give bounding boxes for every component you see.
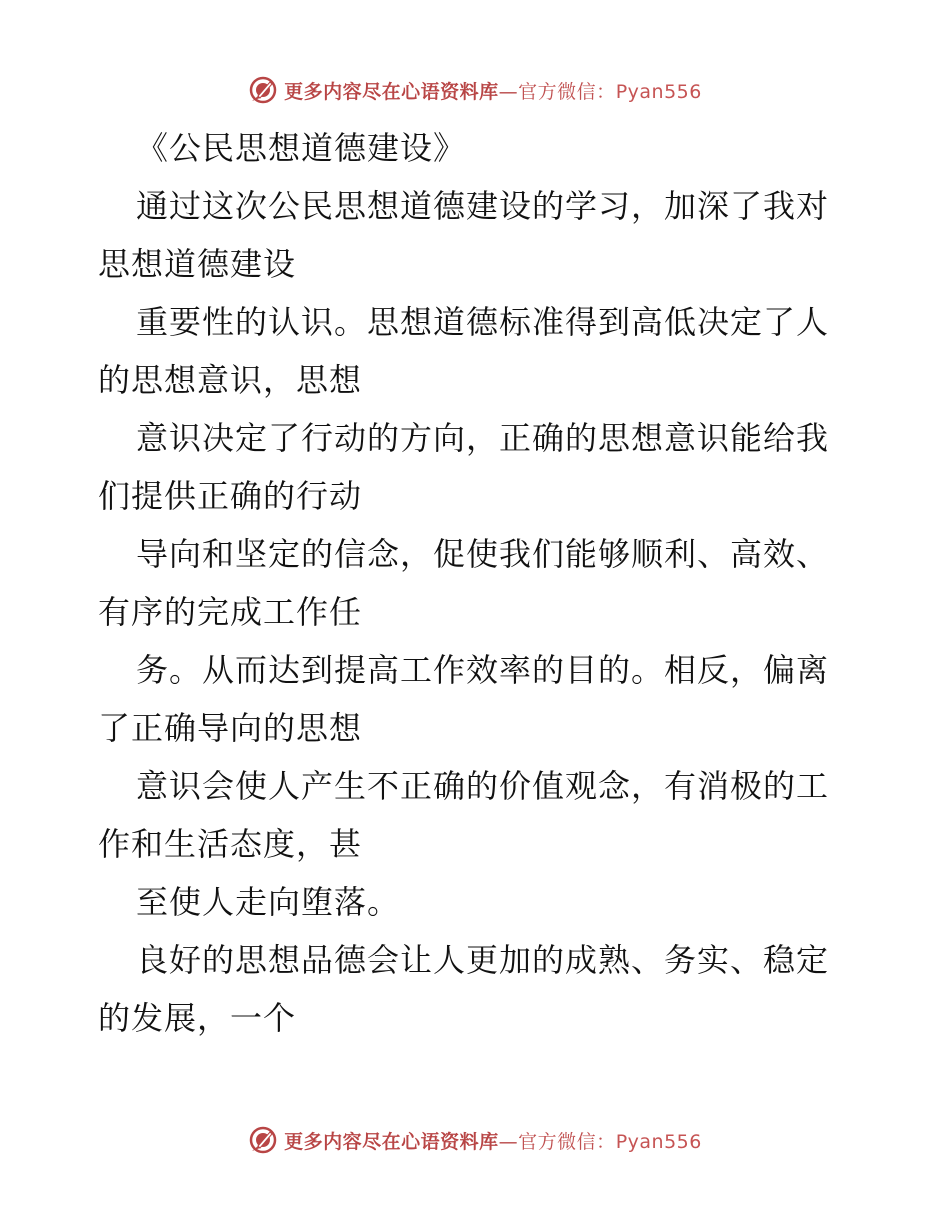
banner-separator: — — [498, 80, 519, 103]
paragraph-line: 良好的思想品德会让人更加的成熟、务实、稳定 — [136, 941, 830, 979]
paragraph-line: 务。从而达到提高工作效率的目的。相反，偏离 — [136, 651, 830, 689]
banner-wechat-label: 官方微信： — [518, 80, 616, 103]
paragraph-line: 思想道德建设 — [98, 245, 297, 283]
paragraph-line: 导向和坚定的信念，促使我们能够顺利、高效、 — [136, 535, 830, 573]
banner-separator: — — [498, 1130, 519, 1153]
paragraph-line: 作和生活态度，甚 — [98, 825, 363, 863]
paragraph-line: 通过这次公民思想道德建设的学习，加深了我对 — [136, 187, 830, 225]
paragraph-line: 至使人走向堕落。 — [136, 883, 401, 921]
paragraph-line: 的发展，一个 — [98, 999, 297, 1037]
banner-wechat-id: Pyan556 — [615, 1130, 702, 1153]
paragraph-line: 的思想意识，思想 — [98, 361, 363, 399]
banner-wechat-id: Pyan556 — [615, 80, 702, 103]
paragraph-line: 了正确导向的思想 — [98, 709, 363, 747]
banner-wechat-label: 官方微信： — [518, 1130, 616, 1153]
paragraph-line: 重要性的认识。思想道德标准得到高低决定了人 — [136, 303, 830, 341]
pen-logo-icon — [248, 1125, 278, 1155]
paragraph-line: 意识决定了行动的方向，正确的思想意识能给我 — [136, 419, 830, 457]
paragraph-line: 有序的完成工作任 — [98, 593, 363, 631]
document-title: 《公民思想道德建设》 — [136, 129, 467, 167]
footer-banner — [0, 1122, 950, 1158]
paragraph-line: 们提供正确的行动 — [98, 477, 363, 515]
paragraph-line: 意识会使人产生不正确的价值观念，有消极的工 — [136, 767, 830, 805]
banner-main-text: 更多内容尽在心语资料库 — [284, 80, 499, 103]
banner-main-text: 更多内容尽在心语资料库 — [284, 1130, 499, 1153]
